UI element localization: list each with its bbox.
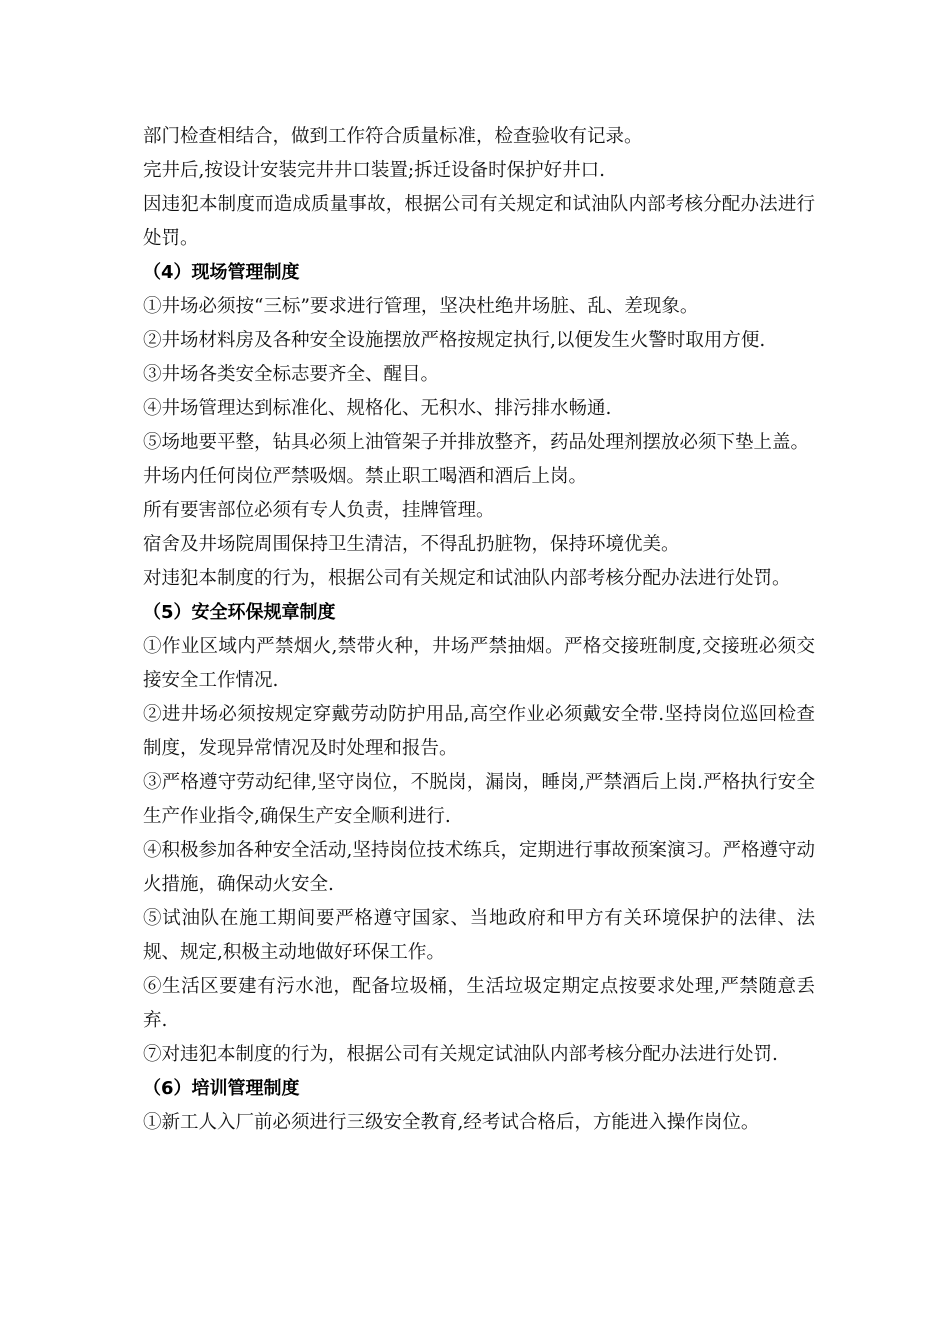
list-item: ⑦对违犯本制度的行为，根据公司有关规定试油队内部考核分配办法进行处罚. <box>143 1044 778 1065</box>
paragraph-quality-check: 部门检查相结合，做到工作符合质量标准，检查验收有记录。 <box>143 126 643 147</box>
list-item: ②进井场必须按规定穿戴劳动防护用品,高空作业必须戴安全带.坚持岗位巡回检查制度，发现异常情况及时处理和报告。 <box>143 704 815 759</box>
document-body <box>143 120 815 1140</box>
list-item: ③井场各类安全标志要齐全、醒目。 <box>143 364 440 385</box>
section-heading-site-management: （4）现场管理制度 <box>143 262 300 283</box>
list-item: 对违犯本制度的行为，根据公司有关规定和试油队内部考核分配办法进行处罚。 <box>143 568 791 589</box>
section-heading-training-management: （6）培训管理制度 <box>143 1078 300 1099</box>
list-item: ③严格遵守劳动纪律,坚守岗位，不脱岗，漏岗，睡岗,严禁酒后上岗.严格执行安全生产作业指令,确保生产安全顺利进行. <box>143 772 815 827</box>
paragraph-wellhead-install: 完井后,按设计安装完井井口装置;拆迁设备时保护好井口. <box>143 160 605 181</box>
list-item: ④积极参加各种安全活动,坚持岗位技术练兵，定期进行事故预案演习。严格遵守动火措施，确保动火安全. <box>143 840 815 895</box>
list-item: ①作业区域内严禁烟火,禁带火种，井场严禁抽烟。严格交接班制度,交接班必须交接安全工作情况. <box>143 636 815 691</box>
list-item: ⑤试油队在施工期间要严格遵守国家、当地政府和甲方有关环境保护的法律、法规、规定,积极主动地做好环保工作。 <box>143 908 815 963</box>
list-item: 所有要害部位必须有专人负责，挂牌管理。 <box>143 500 495 521</box>
list-item: ⑤场地要平整，钻具必须上油管架子并排放整齐，药品处理剂摆放必须下垫上盖。 <box>143 432 810 453</box>
list-item: 宿舍及井场院周围保持卫生清洁，不得乱扔脏物，保持环境优美。 <box>143 534 680 555</box>
list-item: ⑥生活区要建有污水池，配备垃圾桶，生活垃圾定期定点按要求处理,严禁随意丢弃. <box>143 976 815 1031</box>
list-item: ④井场管理达到标准化、规格化、无积水、排污排水畅通. <box>143 398 612 419</box>
list-item: ①井场必须按“三标”要求进行管理，坚决杜绝井场脏、乱、差现象。 <box>143 296 699 317</box>
section-heading-safety-environment: （5）安全环保规章制度 <box>143 602 336 623</box>
section-site-management <box>143 256 815 596</box>
list-item: ①新工人入厂前必须进行三级安全教育,经考试合格后，方能进入操作岗位。 <box>143 1112 760 1133</box>
section-training-management <box>143 1072 815 1140</box>
list-item: 井场内任何岗位严禁吸烟。禁止职工喝酒和酒后上岗。 <box>143 466 588 487</box>
paragraph-quality-penalty: 因违犯本制度而造成质量事故，根据公司有关规定和试油队内部考核分配办法进行处罚。 <box>143 194 815 249</box>
list-item: ②井场材料房及各种安全设施摆放严格按规定执行,以便发生火警时取用方便. <box>143 330 766 351</box>
section-safety-environment <box>143 596 815 1072</box>
